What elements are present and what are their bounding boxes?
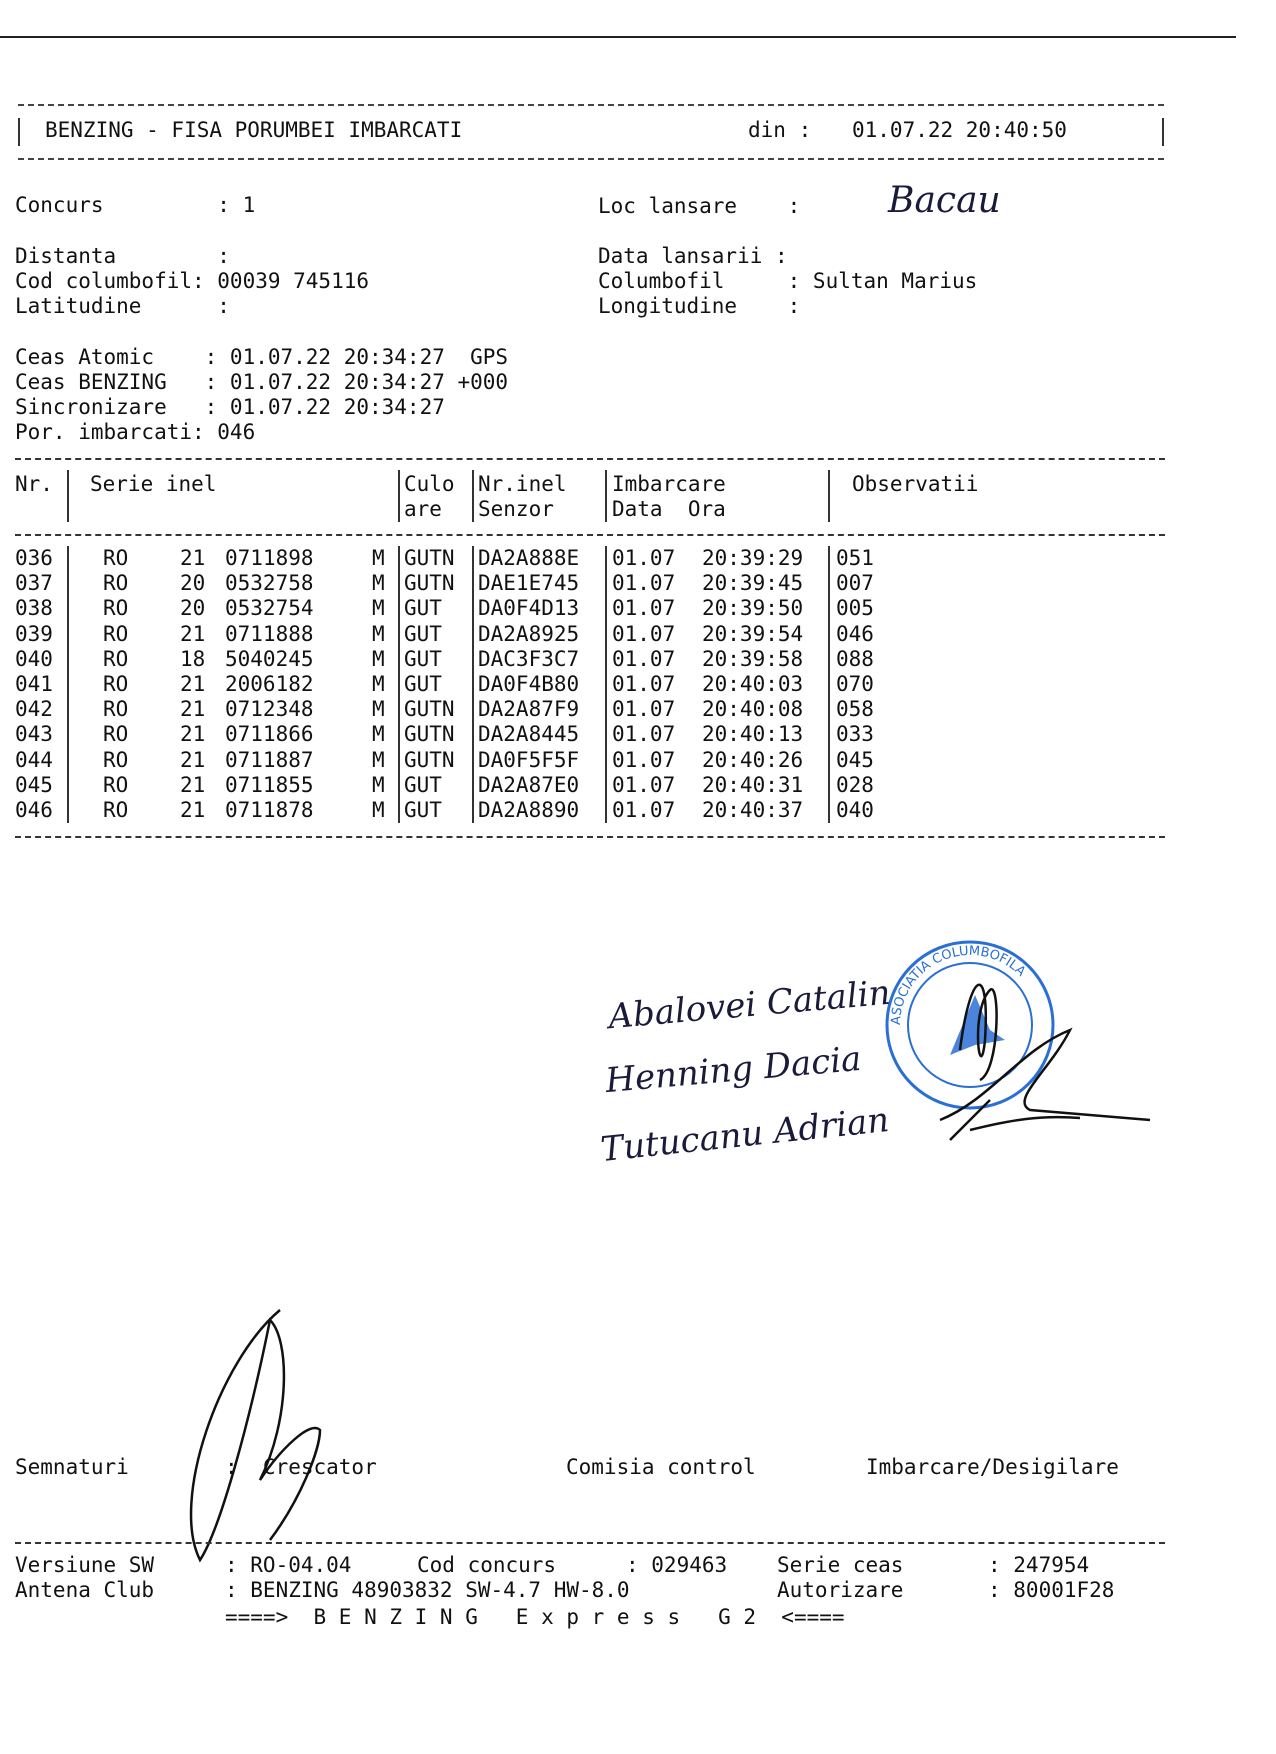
document-title: BENZING - FISA PORUMBEI IMBARCATI xyxy=(45,118,463,142)
cell-ora: 20:40:08 xyxy=(702,697,804,722)
cell-obs: 070 xyxy=(836,672,874,696)
cell-nr: 036 xyxy=(15,546,53,570)
cell-an: 18 xyxy=(180,646,206,671)
col-header-culoare-1: Culo xyxy=(404,472,455,496)
cell-sex: M xyxy=(372,596,385,621)
cell-an: 21 xyxy=(180,747,206,772)
table-row xyxy=(0,571,1276,596)
cell-senzor: DA2A87E0 xyxy=(478,772,580,797)
antena-club-label: Antena Club xyxy=(15,1578,155,1602)
col-divider xyxy=(67,470,69,522)
cell-data: 01.07 xyxy=(612,546,676,570)
cell-tara: RO xyxy=(103,621,129,646)
cell-an: 21 xyxy=(180,798,206,822)
table-row xyxy=(0,798,1276,823)
cell-obs: 007 xyxy=(836,571,874,596)
sincronizare-line: Sincronizare : 01.07.22 20:34:27 xyxy=(15,395,445,419)
cell-senzor: DA2A888E xyxy=(478,546,580,570)
cell-an: 21 xyxy=(180,546,206,570)
table-row xyxy=(0,622,1276,647)
table-row xyxy=(0,546,1276,571)
breeder-signature xyxy=(180,1300,360,1570)
cell-culoare: GUTN xyxy=(404,546,455,570)
table-row xyxy=(0,748,1276,773)
cell-senzor: DA0F4B80 xyxy=(478,672,580,696)
cell-inel: 0532758 xyxy=(225,571,314,596)
cell-sex: M xyxy=(372,747,385,772)
crescator-label: : Crescator xyxy=(225,1455,377,1479)
table-bottom-rule xyxy=(15,836,1165,838)
cell-senzor: DA2A8445 xyxy=(478,722,580,747)
cell-data: 01.07 xyxy=(612,621,676,646)
autorizare-value: : 80001F28 xyxy=(988,1578,1115,1602)
cell-senzor: DAC3F3C7 xyxy=(478,646,580,671)
table-row xyxy=(0,697,1276,722)
cell-senzor: DA0F5F5F xyxy=(478,747,580,772)
cell-culoare: GUT xyxy=(404,672,442,696)
cell-sex: M xyxy=(372,621,385,646)
cell-inel: 0711887 xyxy=(225,747,314,772)
cell-ora: 20:40:37 xyxy=(702,798,804,822)
cell-tara: RO xyxy=(103,571,129,596)
cell-obs: 033 xyxy=(836,722,874,747)
cell-tara: RO xyxy=(103,672,129,696)
cell-obs: 051 xyxy=(836,546,874,570)
ceas-benzing-line: Ceas BENZING : 01.07.22 20:34:27 +000 xyxy=(15,370,509,394)
cell-tara: RO xyxy=(103,798,129,822)
cell-obs: 046 xyxy=(836,621,874,646)
ceas-atomic-line: Ceas Atomic : 01.07.22 20:34:27 GPS xyxy=(15,345,509,369)
cod-columbofil-field: Cod columbofil: 00039 745116 xyxy=(15,269,370,293)
col-header-nr: Nr. xyxy=(15,472,53,496)
antena-club-value: : BENZING 48903832 SW-4.7 HW-8.0 xyxy=(225,1578,630,1602)
cell-nr: 037 xyxy=(15,571,53,596)
cell-tara: RO xyxy=(103,646,129,671)
cod-concurs-label: Cod concurs xyxy=(417,1553,557,1577)
header-box-left-edge xyxy=(18,118,20,146)
col-divider xyxy=(828,470,830,522)
cell-obs: 088 xyxy=(836,646,874,671)
table-row xyxy=(0,596,1276,621)
col-divider xyxy=(605,470,607,522)
col-divider xyxy=(67,546,69,823)
cell-inel: 0711888 xyxy=(225,621,314,646)
serie-ceas-label: Serie ceas xyxy=(777,1553,904,1577)
cell-culoare: GUT xyxy=(404,646,442,671)
cell-data: 01.07 xyxy=(612,772,676,797)
col-header-serie: Serie inel xyxy=(90,472,217,496)
col-divider xyxy=(398,470,400,522)
handwritten-name-2: Henning Dacia xyxy=(603,1038,863,1102)
table-header-rule xyxy=(15,534,1165,536)
cell-ora: 20:39:29 xyxy=(702,546,804,570)
cell-ora: 20:39:50 xyxy=(702,596,804,621)
cell-data: 01.07 xyxy=(612,672,676,696)
semnaturi-label: Semnaturi xyxy=(15,1455,129,1479)
col-header-imbarcare-1: Imbarcare xyxy=(612,472,726,496)
cell-sex: M xyxy=(372,672,385,696)
cell-sex: M xyxy=(372,772,385,797)
cell-nr: 040 xyxy=(15,646,53,671)
cell-culoare: GUTN xyxy=(404,747,455,772)
cell-inel: 0711866 xyxy=(225,722,314,747)
cell-obs: 058 xyxy=(836,697,874,722)
cell-senzor: DA0F4D13 xyxy=(478,596,580,621)
cell-data: 01.07 xyxy=(612,747,676,772)
cell-inel: 0712348 xyxy=(225,697,314,722)
loc-lansare-field: Loc lansare : xyxy=(598,194,801,218)
cell-culoare: GUTN xyxy=(404,722,455,747)
loc-lansare-handwritten: Bacau xyxy=(888,180,1001,221)
cell-nr: 044 xyxy=(15,747,53,772)
cell-sex: M xyxy=(372,798,385,822)
col-divider xyxy=(828,546,830,823)
versiune-sw-label: Versiune SW xyxy=(15,1553,155,1577)
cod-concurs-value: : 029463 xyxy=(626,1553,728,1577)
columbofil-field: Columbofil : Sultan Marius xyxy=(598,269,978,293)
cell-inel: 0711878 xyxy=(225,798,314,822)
cell-culoare: GUT xyxy=(404,621,442,646)
cell-culoare: GUTN xyxy=(404,697,455,722)
por-imbarcati-line: Por. imbarcati: 046 xyxy=(15,420,256,444)
cell-nr: 041 xyxy=(15,672,53,696)
cell-sex: M xyxy=(372,646,385,671)
cell-ora: 20:39:54 xyxy=(702,621,804,646)
cell-senzor: DA2A87F9 xyxy=(478,697,580,722)
cell-ora: 20:39:58 xyxy=(702,646,804,671)
cell-senzor: DAE1E745 xyxy=(478,571,580,596)
cell-ora: 20:40:03 xyxy=(702,672,804,696)
cell-data: 01.07 xyxy=(612,596,676,621)
table-row xyxy=(0,722,1276,747)
cell-tara: RO xyxy=(103,596,129,621)
stamp-text: ASOCIATIA COLUMBOFILA xyxy=(888,943,1029,1026)
col-divider xyxy=(605,546,607,823)
cell-ora: 20:40:13 xyxy=(702,722,804,747)
cell-sex: M xyxy=(372,722,385,747)
benzing-express-banner: ====> B E N Z I N G E x p r e s s G 2 <==== xyxy=(225,1605,845,1629)
cell-obs: 028 xyxy=(836,772,874,797)
cell-sex: M xyxy=(372,571,385,596)
cell-an: 21 xyxy=(180,697,206,722)
cell-obs: 045 xyxy=(836,747,874,772)
serie-ceas-value: : 247954 xyxy=(988,1553,1090,1577)
latitudine-field: Latitudine : xyxy=(15,294,230,318)
top-rule xyxy=(0,36,1236,38)
imbarcare-desigilare-label: Imbarcare/Desigilare xyxy=(866,1455,1119,1479)
cell-tara: RO xyxy=(103,546,129,570)
footer-rule xyxy=(15,1542,1165,1544)
col-divider xyxy=(472,470,474,522)
cell-inel: 5040245 xyxy=(225,646,314,671)
cell-inel: 0711855 xyxy=(225,772,314,797)
col-header-observatii: Observatii xyxy=(852,472,979,496)
distanta-field: Distanta : xyxy=(15,244,230,268)
cell-culoare: GUT xyxy=(404,772,442,797)
cell-data: 01.07 xyxy=(612,697,676,722)
cell-ora: 20:40:31 xyxy=(702,772,804,797)
cell-an: 20 xyxy=(180,571,206,596)
cell-sex: M xyxy=(372,697,385,722)
cell-sex: M xyxy=(372,546,385,570)
col-divider xyxy=(472,546,474,823)
cell-senzor: DA2A8925 xyxy=(478,621,580,646)
cell-nr: 045 xyxy=(15,772,53,797)
cell-culoare: GUT xyxy=(404,596,442,621)
cell-tara: RO xyxy=(103,772,129,797)
table-body xyxy=(0,546,1276,826)
header-box-right-edge xyxy=(1162,118,1164,146)
cell-ora: 20:39:45 xyxy=(702,571,804,596)
col-divider xyxy=(398,546,400,823)
cell-tara: RO xyxy=(103,747,129,772)
table-top-rule xyxy=(15,458,1165,460)
col-header-imbarcare-2: Data Ora xyxy=(612,497,726,521)
cell-inel: 0711898 xyxy=(225,546,314,570)
longitudine-field: Longitudine : xyxy=(598,294,801,318)
cell-nr: 046 xyxy=(15,798,53,822)
handwritten-name-1: Abalovei Catalin xyxy=(606,972,893,1038)
cell-an: 20 xyxy=(180,596,206,621)
handwritten-name-3: Tutucanu Adrian xyxy=(598,1099,891,1171)
cell-an: 21 xyxy=(180,772,206,797)
cell-obs: 040 xyxy=(836,798,874,822)
cell-tara: RO xyxy=(103,722,129,747)
comisia-control-label: Comisia control xyxy=(566,1455,756,1479)
data-lansarii-field: Data lansarii : xyxy=(598,244,788,268)
cell-data: 01.07 xyxy=(612,646,676,671)
table-row xyxy=(0,773,1276,798)
din-timestamp: 01.07.22 20:40:50 xyxy=(852,118,1067,142)
autorizare-label: Autorizare xyxy=(777,1578,904,1602)
cell-an: 21 xyxy=(180,722,206,747)
cell-nr: 042 xyxy=(15,697,53,722)
cell-an: 21 xyxy=(180,672,206,696)
cell-data: 01.07 xyxy=(612,571,676,596)
cell-an: 21 xyxy=(180,621,206,646)
cell-data: 01.07 xyxy=(612,722,676,747)
col-header-culoare-2: are xyxy=(404,497,442,521)
col-header-nrinel-1: Nr.inel xyxy=(478,472,567,496)
table-row xyxy=(0,647,1276,672)
cell-data: 01.07 xyxy=(612,798,676,822)
table-row xyxy=(0,672,1276,697)
cell-ora: 20:40:26 xyxy=(702,747,804,772)
cell-senzor: DA2A8890 xyxy=(478,798,580,822)
din-label: din : xyxy=(748,118,812,142)
cell-inel: 0532754 xyxy=(225,596,314,621)
versiune-sw-value: : RO-04.04 xyxy=(225,1553,352,1577)
cell-nr: 043 xyxy=(15,722,53,747)
cell-culoare: GUTN xyxy=(404,571,455,596)
cell-inel: 2006182 xyxy=(225,672,314,696)
cell-tara: RO xyxy=(103,697,129,722)
cell-nr: 038 xyxy=(15,596,53,621)
cell-obs: 005 xyxy=(836,596,874,621)
cell-nr: 039 xyxy=(15,621,53,646)
cell-culoare: GUT xyxy=(404,798,442,822)
commission-signature xyxy=(930,950,1160,1160)
concurs-field: Concurs : 1 xyxy=(15,193,256,217)
col-header-nrinel-2: Senzor xyxy=(478,497,554,521)
